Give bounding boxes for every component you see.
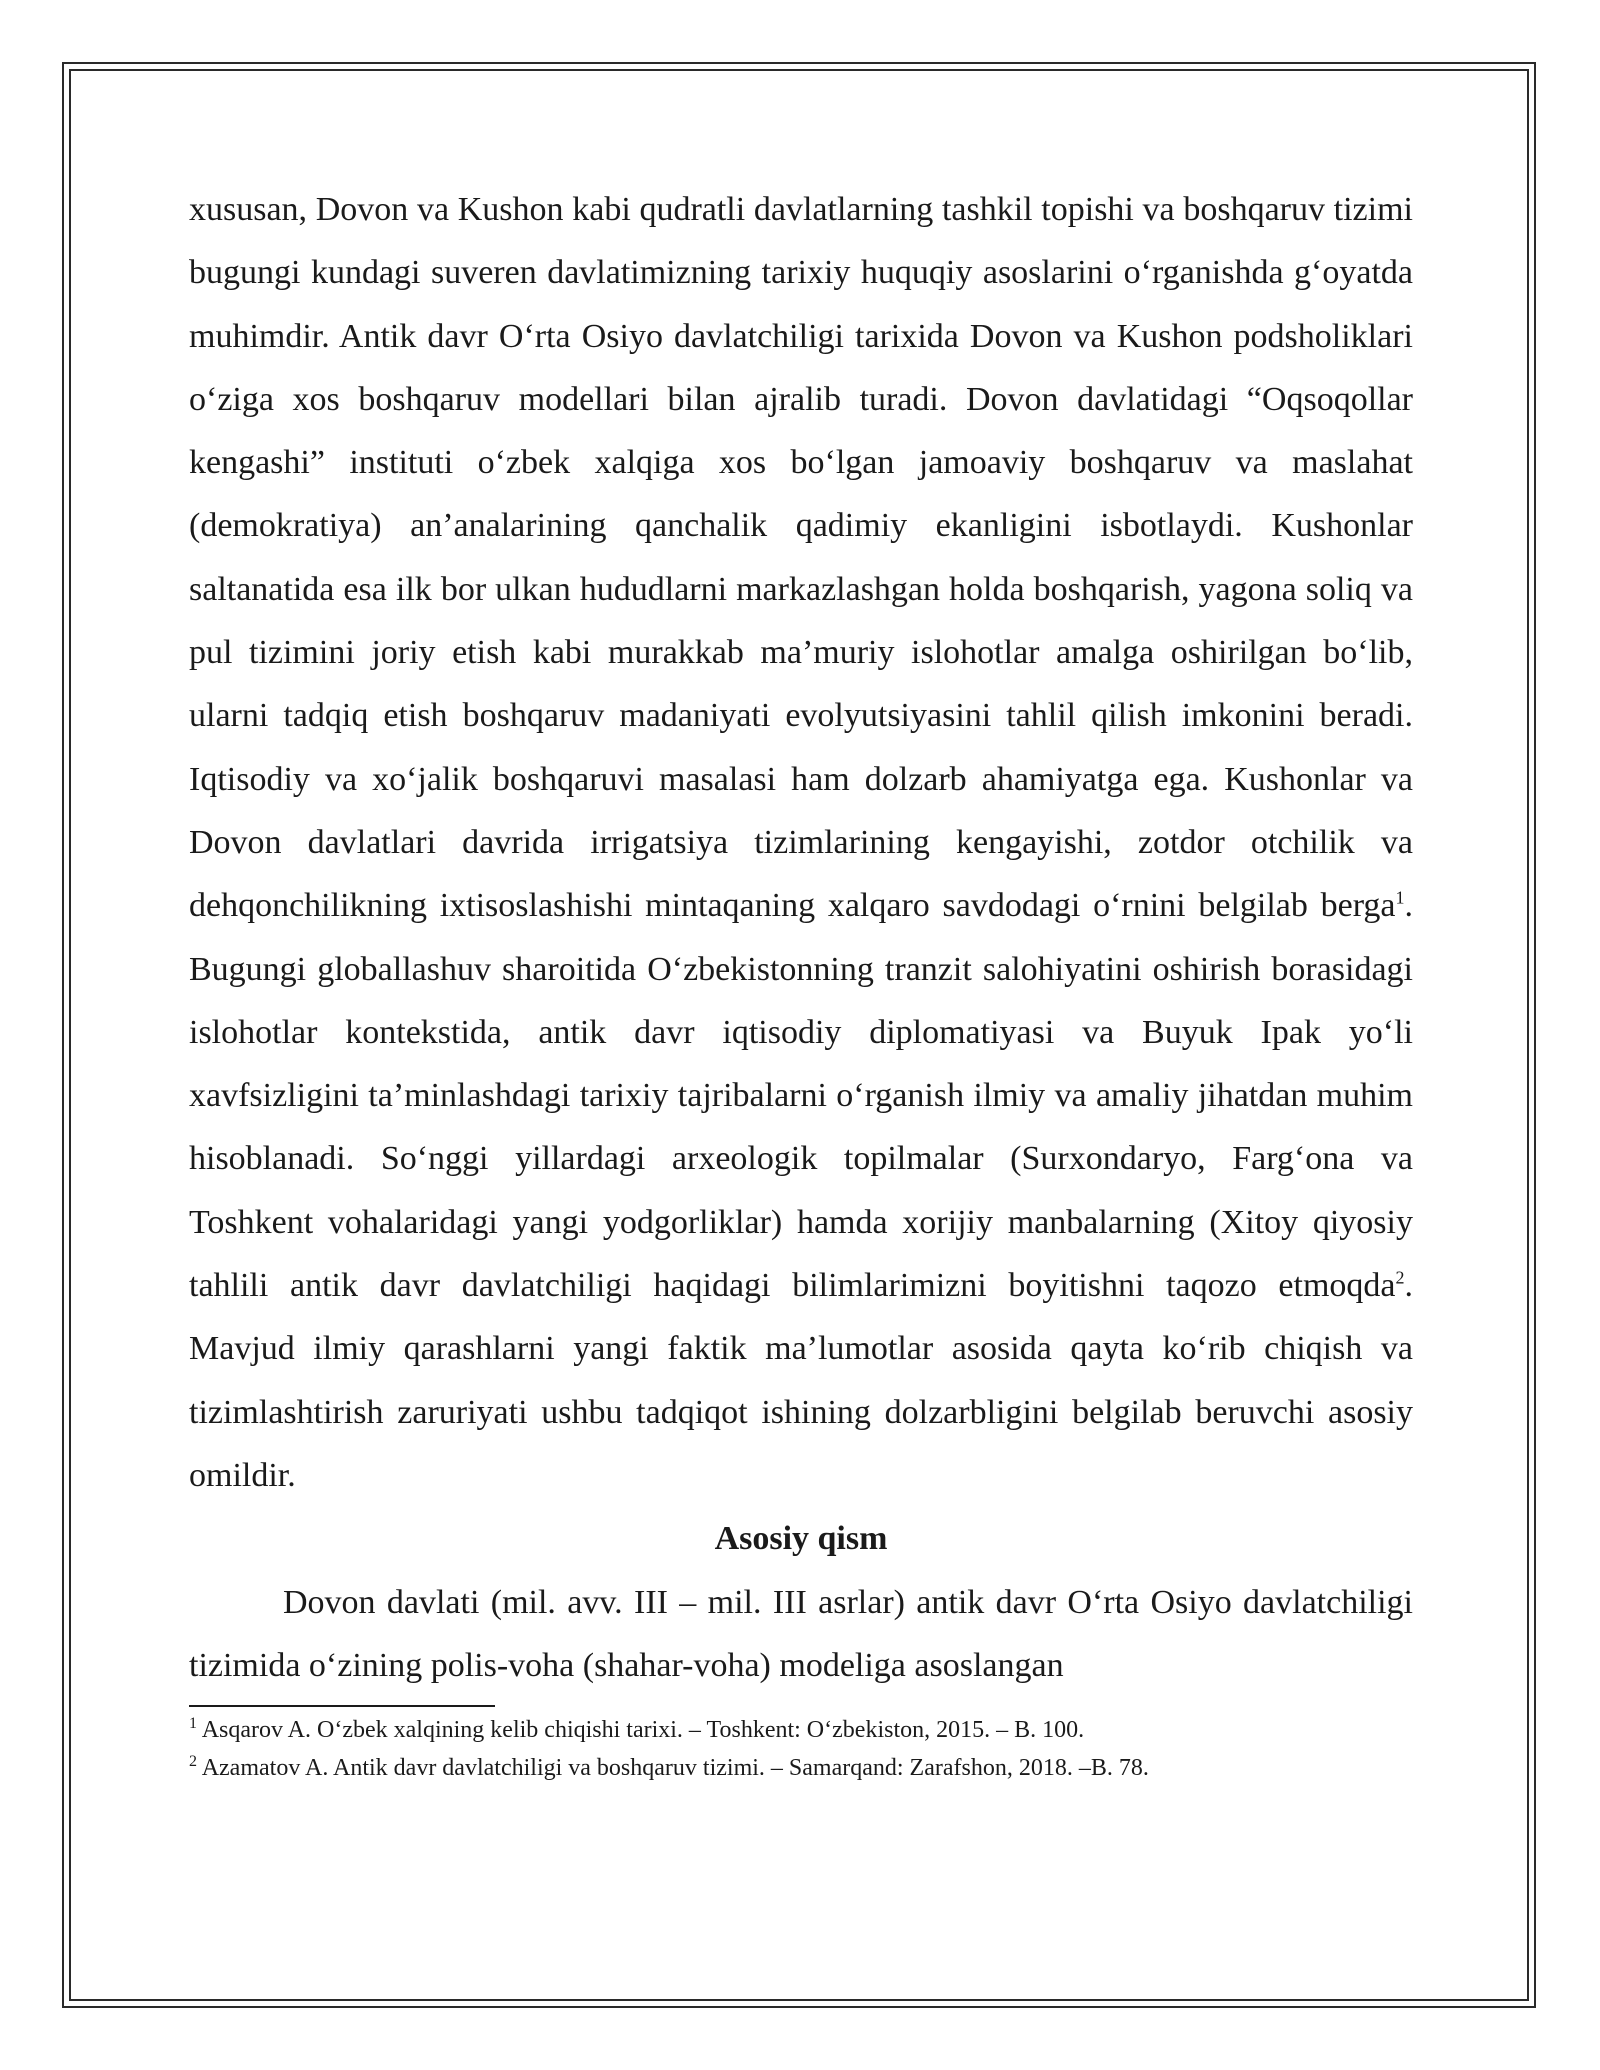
- footnote-text: Asqarov A. Oʻzbek xalqining kelib chiqishi tarixi. – Toshkent: Oʻzbekiston, 2015. – B. 100.: [201, 1717, 1085, 1744]
- footnote-text: Azamatov A. Antik davr davlatchiligi va boshqaruv tizimi. – Samarqand: Zarafshon, 2018. –B. 78.: [201, 1755, 1149, 1782]
- paragraph-text: . Bugungi globallashuv sharoitida Oʻzbekistonning tranzit salohiyatini oshirish borasidagi islohotlar kontekstida, antik davr iqtisodiy diplomatiyasi va Buyuk Ipak yoʻli xavfsizligini ta’minlashdagi tarixiy tajribalarni oʻrganish ilmiy va amaliy jihatdan muhim hisoblanadi. Soʻnggi yillardagi arxeologik topilmalar (Surxondaryo, Fargʻona va Toshkent vohalaridagi yangi yodgorliklar) hamda xorijiy manbalarning (Xitoy qiyosiy tahlili antik davr davlatchiligi haqidagi bilimlarimizni boyitishni taqozo etmoqda: [189, 887, 1413, 1305]
- footnote-mark: 2: [189, 1753, 197, 1771]
- paragraph-text: xususan, Dovon va Kushon kabi qudratli davlatlarning tashkil topishi va boshqaruv tizimi bugungi kundagi suveren davlatimizning tarixiy huquqiy asoslarini oʻrganishda gʻoyatda muhimdir. Antik davr Oʻrta Osiyo davlatchiligi tarixida Dovon va Kushon podsholiklari oʻziga xos boshqaruv modellari bilan ajralib turadi. Dovon davlatidagi “Oqsoqollar kengashi” instituti oʻzbek xalqiga xos boʻlgan jamoaviy boshqaruv va maslahat (demokratiya) an’analarining qanchalik qadimiy ekanligini isbotlaydi. Kushonlar saltanatida esa ilk bor ulkan hududlarni markazlashgan holda boshqarish, yagona soliq va pul tizimini joriy etish kabi murakkab ma’muriy islohotlar amalga oshirilgan boʻlib, ularni tadqiq etish boshqaruv madaniyati evolyutsiyasini tahlil qilish imkonini beradi. Iqtisodiy va xoʻjalik boshqaruvi masalasi ham dolzarb ahamiyatga ega. Kushonlar va Dovon davlatlari davrida irrigatsiya tizimlarining kengayishi, zotdor otchilik va dehqonchilikning ixtisoslashishi mintaqaning xalqaro savdodagi oʻrnini belgilab berga: [189, 191, 1413, 925]
- section-paragraph: Dovon davlati (mil. avv. III – mil. III asrlar) antik davr Oʻrta Osiyo davlatchiligi tizimida oʻzining polis-voha (shahar-voha) modeliga asoslangan: [189, 1583, 1413, 1684]
- page-content: [189, 178, 1413, 1787]
- paragraph-text: . Mavjud ilmiy qarashlarni yangi faktik ma’lumotlar asosida qayta koʻrib chiqish va tizimlashtirish zaruriyati ushbu tadqiqot ishining dolzarbligini belgilab beruvchi asosiy omildir.: [189, 1267, 1413, 1494]
- section-heading: Asosiy qism: [714, 1520, 888, 1558]
- footnote-separator: [189, 1705, 495, 1707]
- footnote-reference[interactable]: 2: [1395, 1267, 1405, 1288]
- footnote-mark: 1: [189, 1715, 197, 1733]
- body-paragraph: [189, 178, 1413, 1507]
- footnote-2: [189, 1749, 1413, 1787]
- footnote-1: [189, 1711, 1413, 1749]
- footnote-reference[interactable]: 1: [1395, 887, 1405, 908]
